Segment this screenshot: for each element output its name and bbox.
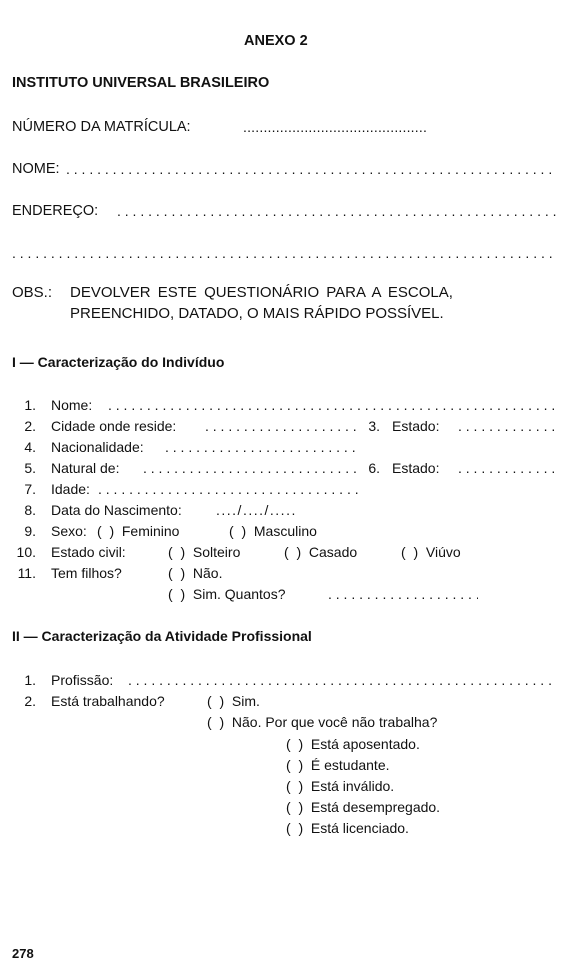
option-filhos-nao[interactable]: ( ) Não.	[168, 565, 223, 581]
item-number: 2.	[24, 418, 36, 434]
option-licenciado[interactable]: ( ) Está licenciado.	[286, 820, 409, 836]
option-casado[interactable]: ( ) Casado	[284, 544, 358, 560]
item-nome-field[interactable]	[108, 397, 556, 413]
item-idade-field[interactable]	[98, 481, 360, 497]
nome-label: NOME:	[12, 161, 60, 177]
matricula-field[interactable]	[243, 119, 426, 135]
section2-title: II — Caracterização da Atividade Profissional	[12, 628, 312, 644]
obs-label: OBS.:	[12, 284, 53, 301]
option-aposentado[interactable]: ( ) Está aposentado.	[286, 736, 420, 752]
item-trabalhando-label: Está trabalhando?	[51, 693, 165, 709]
item-number: 1.	[24, 397, 36, 413]
item-nacionalidade-label: Nacionalidade:	[51, 439, 144, 455]
option-viuvo[interactable]: ( ) Viúvo	[401, 544, 461, 560]
obs-line1: DEVOLVER ESTE QUESTIONÁRIO PARA A ESCOLA,	[70, 284, 453, 301]
section1-title: I — Caracterização do Indivíduo	[12, 354, 225, 370]
option-filhos-sim[interactable]: ( ) Sim. Quantos?	[168, 586, 286, 602]
option-desempregado[interactable]: ( ) Está desempregado.	[286, 799, 441, 815]
nome-field[interactable]	[66, 161, 556, 177]
item-profissao-label: Profissão:	[51, 672, 114, 688]
option-solteiro[interactable]: ( ) Solteiro	[168, 544, 241, 560]
option-estudante[interactable]: ( ) É estudante.	[286, 757, 390, 773]
item-number: 7.	[24, 481, 36, 497]
item-number: 10.	[16, 544, 36, 560]
item-idade-label: Idade:	[51, 481, 90, 497]
item-nascimento-label: Data do Nascimento:	[51, 502, 182, 518]
option-trabalhando-sim[interactable]: ( ) Sim.	[207, 693, 260, 709]
item-number: 2.	[24, 693, 36, 709]
item-nascimento-field[interactable]: ..../..../.....	[216, 502, 297, 518]
item-estado1-field[interactable]	[458, 418, 556, 434]
item-nacionalidade-field[interactable]	[165, 439, 360, 455]
item-number: 1.	[24, 672, 36, 688]
annex-title: ANEXO 2	[244, 33, 308, 49]
item-natural-field[interactable]	[143, 460, 360, 476]
page-number: 278	[12, 946, 34, 961]
item-estado1-label: Estado:	[392, 418, 440, 434]
endereco-field[interactable]	[117, 203, 557, 219]
item-number: 5.	[24, 460, 36, 476]
item-cidade-field[interactable]	[205, 418, 360, 434]
option-masculino[interactable]: ( ) Masculino	[229, 523, 317, 539]
item-number: 6.	[368, 460, 380, 476]
item-number: 11.	[17, 565, 36, 581]
option-feminino[interactable]: ( ) Feminino	[97, 523, 180, 539]
item-number: 9.	[24, 523, 36, 539]
matricula-label: NÚMERO DA MATRÍCULA:	[12, 119, 191, 135]
item-profissao-field[interactable]	[128, 672, 556, 688]
item-estado2-field[interactable]	[458, 460, 556, 476]
option-invalido[interactable]: ( ) Está inválido.	[286, 778, 395, 794]
item-number: 3.	[368, 418, 380, 434]
option-trabalhando-nao[interactable]: ( ) Não. Por que você não trabalha?	[207, 714, 438, 730]
item-cidade-label: Cidade onde reside:	[51, 418, 177, 434]
item-quantos-field[interactable]	[328, 586, 478, 602]
item-estado-civil-label: Estado civil:	[51, 544, 126, 560]
item-number: 8.	[24, 502, 36, 518]
item-number: 4.	[24, 439, 36, 455]
institute-name: INSTITUTO UNIVERSAL BRASILEIRO	[12, 75, 270, 91]
item-nome-label: Nome:	[51, 397, 93, 413]
endereco-field-line2[interactable]	[12, 245, 557, 261]
item-natural-label: Natural de:	[51, 460, 120, 476]
item-filhos-label: Tem filhos?	[51, 565, 122, 581]
item-estado2-label: Estado:	[392, 460, 440, 476]
item-sexo-label: Sexo:	[51, 523, 87, 539]
endereco-label: ENDEREÇO:	[12, 203, 99, 219]
obs-line2: PREENCHIDO, DATADO, O MAIS RÁPIDO POSSÍVEL.	[70, 305, 444, 322]
